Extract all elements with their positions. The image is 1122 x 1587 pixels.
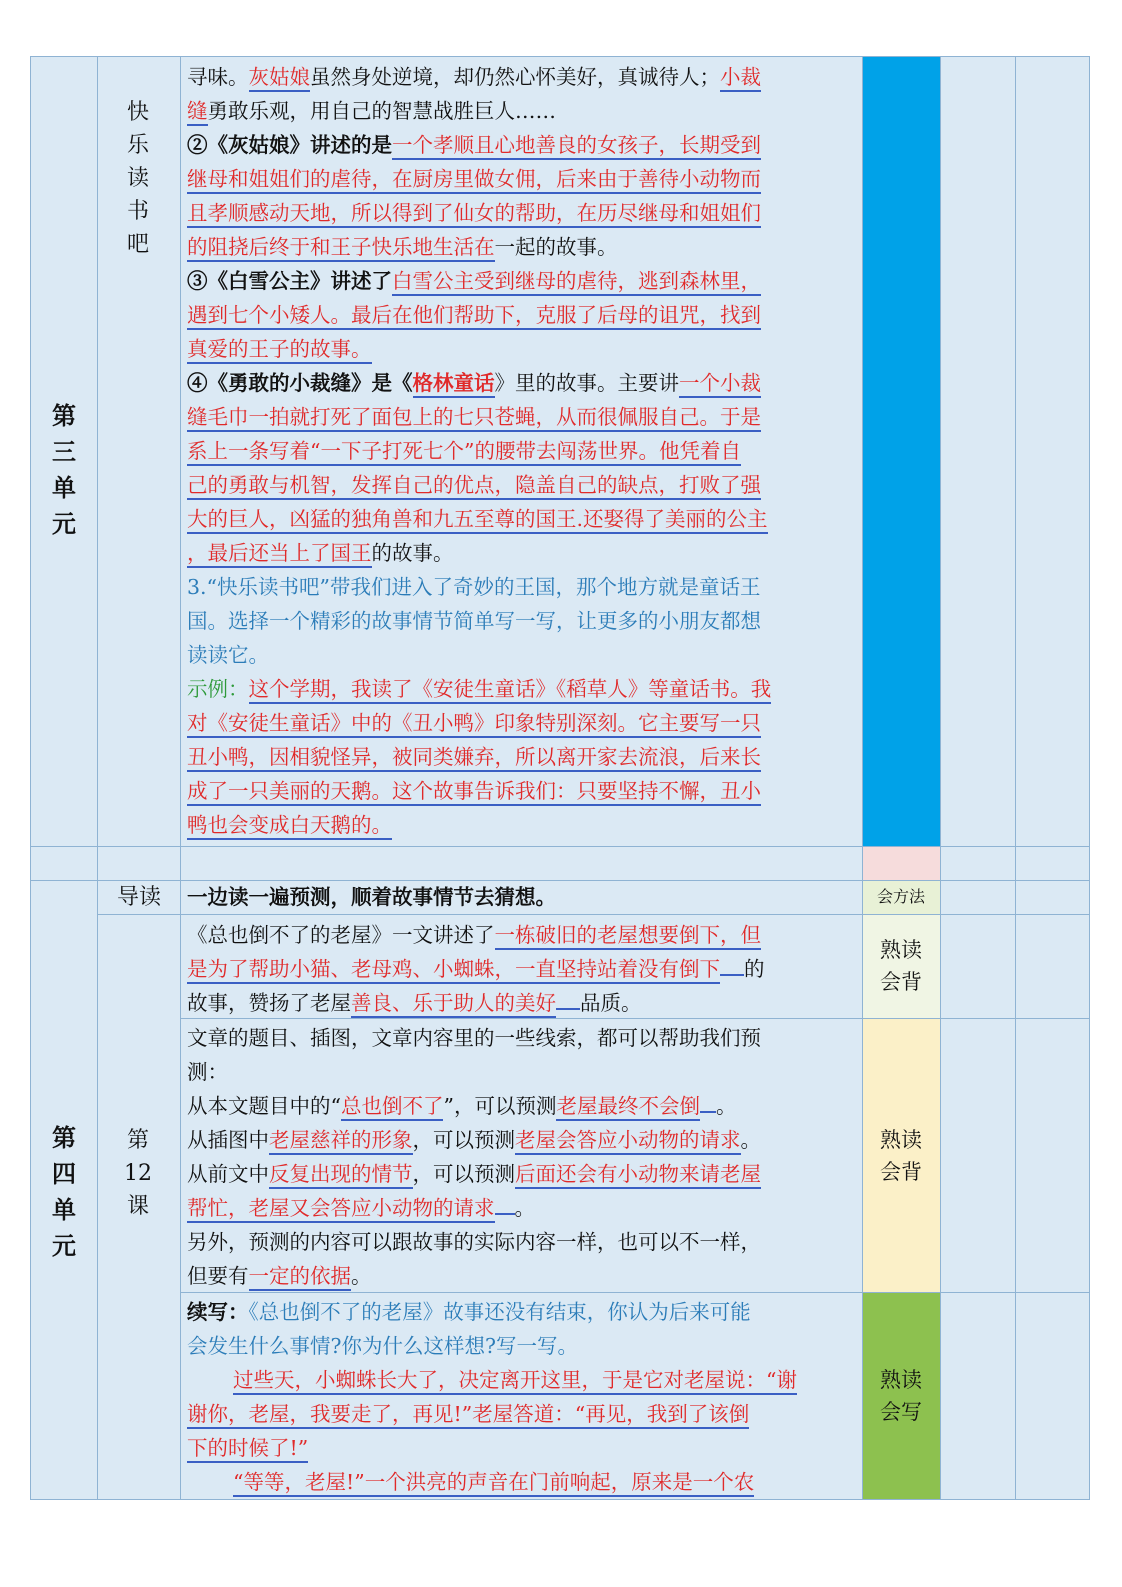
guide-tag: 会方法 [876, 887, 925, 906]
section-label-reading-bar: 快 乐 读 书 吧 [126, 100, 149, 257]
lesson-label: 第 12 课 [124, 1128, 152, 1219]
lesson-summary-tag: 熟读 会背 [880, 938, 922, 994]
guide-label: 导读 [116, 885, 161, 910]
unit4-label: 第 四 单 元 [52, 1123, 76, 1260]
guide-text: 一边读一遍预测，顺着故事情节去猜想。 [187, 885, 556, 909]
status-block-pink [862, 846, 940, 880]
continuation-tag: 熟读 会写 [880, 1368, 922, 1424]
unit3-label: 第 三 单 元 [52, 401, 76, 538]
prediction-tag: 熟读 会背 [880, 1128, 922, 1184]
status-block-cyan [862, 57, 940, 846]
